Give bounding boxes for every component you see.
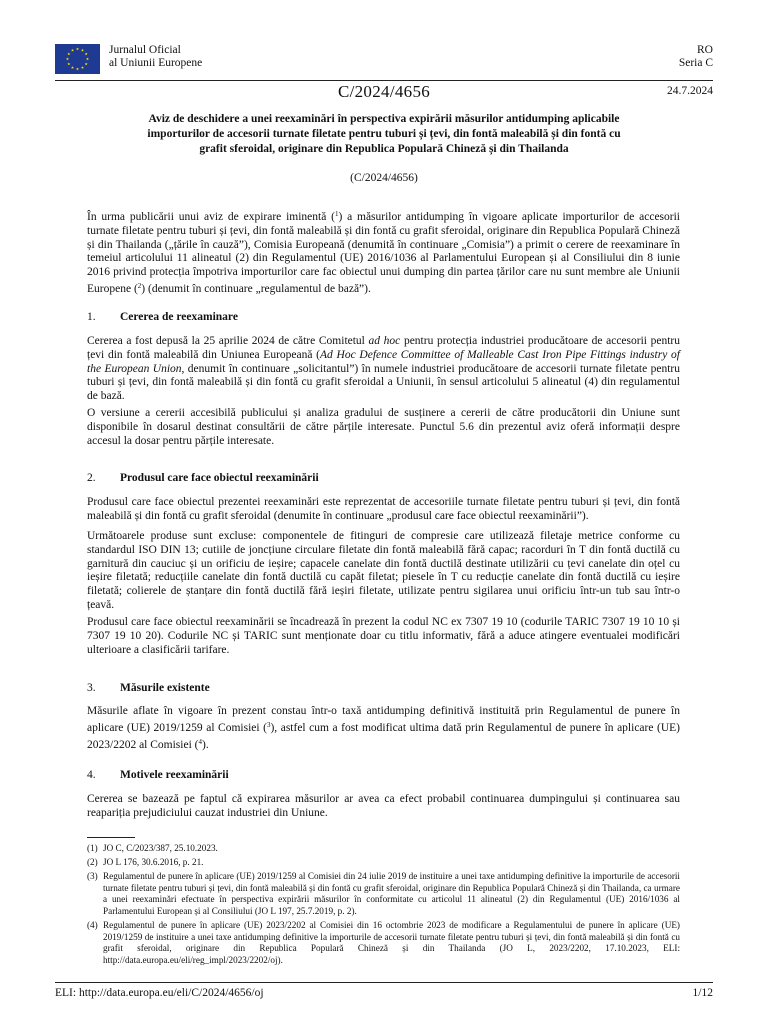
document-subtitle-id: (C/2024/4656): [350, 172, 418, 184]
section-2-paragraph-1: Produsul care face obiectul prezentei reexaminări este reprezentat de accesoriile turnate filetate pentru tuburi și țevi, din fontă maleabilă și din fontă cu grafit sferoidal (denumite în continuare „produsul care face obiectul reexaminării”).: [87, 496, 680, 522]
journal-name: [109, 44, 202, 70]
flag-star: [71, 49, 74, 52]
footnote-1: [87, 843, 680, 855]
section-2-paragraph-3: Produsul care face obiectul reexaminării se încadrează în prezent la codul NC ex 7307 19 10 (codurile TARIC 7307 19 10 10 și 7307 19 10 20). Codurile NC și TARIC sunt menționate doar cu titlu informativ, fără a aduce atingere eventualei modificări ulterioare a clasificării tarifare.: [87, 616, 680, 656]
section-3-number: 3.: [87, 682, 96, 694]
section-1-paragraph-1: [87, 335, 680, 404]
footnote-2: [87, 857, 680, 869]
flag-star: [71, 66, 74, 69]
publication-date: 24.7.2024: [667, 85, 713, 97]
journal-name-line2: al Uniunii Europene: [109, 57, 203, 69]
section-4-number: 4.: [87, 769, 96, 781]
footnote-text: Regulamentul de punere în aplicare (UE) 2023/2202 al Comisiei din 16 octombrie 2023 de modificare a Regulamentului de punere în aplicare (UE) 2019/1259 de instituire a unei taxe antidumping definitive la importurile de accesorii turnate filetate pentru tuburi și țevi, din fontă maleabilă și din fontă cu grafit sferoidal, originare din Republica Populară Chineză și din Thailanda (JO L, 2023/2202, 17.10.2023, ELI: http://data.europa.eu/eli/reg_impl/2023/2202/oj).: [103, 920, 680, 965]
intro-text-3: ) (denumit în continuare „regulamentul de bază”).: [141, 282, 371, 295]
s3-text-c: ).: [201, 738, 209, 751]
s1-text-c: pentru protecția industriei producătoare de accesorii pentru țevi din fontă maleabilă din Uniunea Europeană (: [87, 335, 680, 361]
eu-flag-logo: [55, 44, 100, 74]
footnote-text: JO L 176, 30.6.2016, p. 21.: [103, 857, 204, 867]
flag-star: [81, 66, 84, 69]
eli-link[interactable]: ELI: http://data.europa.eu/eli/C/2024/4656/oj: [55, 987, 264, 999]
footnote-4: [87, 920, 680, 966]
section-4-heading: Motivele reexaminării: [120, 769, 229, 781]
section-1-heading: Cererea de reexaminare: [120, 311, 238, 323]
footnote-mark: (1): [87, 843, 98, 853]
s1-text-b: ad hoc: [368, 335, 401, 347]
section-3-heading: Măsurile existente: [120, 682, 210, 694]
footnote-ref-3[interactable]: 3: [266, 720, 271, 729]
footnotes-divider: [87, 837, 135, 838]
header-divider: [55, 80, 713, 81]
intro-text-2: ) a măsurilor antidumping în vigoare aplicate importurilor de accesorii turnate filetate pentru tuburi și țevi, din fontă maleabilă și din fontă cu grafit sferoidal, originare din Republica Populară Chineză și din Thailanda („țările în cauză”), Comisia Europeană (denumită în continuare „Comisia”) a primit o cerere de reexaminare în temeiul articolului 11 alineatul (2) din Regulamentul (UE) 2016/1036 al Parlamentului European și al Consiliului din 8 iunie 2016 privind protecția împotriva importurilor care fac obiectul unui dumping din partea țărilor care nu sunt membre ale Uniunii Europene (: [87, 211, 680, 295]
footnote-text: JO C, C/2023/387, 25.10.2023.: [103, 843, 218, 853]
section-2-heading: Produsul care face obiectul reexaminării: [120, 472, 319, 484]
s1-text-a: Cererea a fost depusă la 25 aprilie 2024 de către Comitetul: [87, 335, 369, 347]
section-1-number: 1.: [87, 311, 96, 323]
footnote-mark: (3): [87, 871, 98, 881]
page-number: 1/12: [692, 987, 713, 999]
footnote-ref-1[interactable]: 1: [334, 210, 339, 218]
s1-text-e: , denumit în continuare „solicitantul”) în numele industriei producătoare de accesorii turnate filetate pentru tuburi și țevi, din fontă maleabilă și din fontă cu grafit sferoidal a Uniunii, în sensul articolului 5 alineatul (4) din regulamentul de bază.: [87, 362, 680, 403]
footnote-text: Regulamentul de punere în aplicare (UE) 2019/1259 al Comisiei din 24 iulie 2019 de instituire a unei taxe antidumping definitive la importurile de accesorii turnate filetate pentru tuburi și țevi, din fontă maleabilă și din fontă cu grafit sferoidal, originare din Republica Populară Chineză și din Thailanda, ca urmare a unei reexaminări efectuate în perspectiva expirării măsurilor în conformitate cu articolul 11 alineatul (2) din Regulamentul (UE) 2016/1036 al Parlamentului European și al Consiliului (JO L 197, 25.7.2019, p. 2).: [103, 871, 680, 916]
series-label: Seria C: [678, 57, 713, 69]
footnote-mark: (4): [87, 920, 98, 930]
section-4-paragraph-1: Cererea se bazează pe faptul că expirarea măsurilor ar avea ca efect probabil continuarea dumpingului și continuarea sau reapariția prejudiciului cauzat industriei din Uniune.: [87, 793, 680, 819]
footnote-3: [87, 871, 680, 917]
section-2-paragraph-2: Următoarele produse sunt excluse: componentele de fitinguri de compresie care utilizează filetaje metrice conforme cu standardul ISO DIN 13; cutiile de joncțiune circulare filetate din fontă maleabilă fără capac; racorduri în T din fontă ductilă cu garnitură din cauciuc și un orificiu de ieșire; capacele canelate din fontă ductilă destinate utilizării cu țevi canelate din oțel cu ieșire filetată; reducțiile canelate din fontă ductilă cu capăt filetat; piesele în T cu reducție canelate din fontă ductilă cu ieșire filetată; colierele de ștanțare din fontă ductilă fără ieșiri filetate, utilizate pentru sigilarea unui orificiu într-un tub sau într-o țeavă.: [87, 530, 680, 611]
footnote-ref-2[interactable]: 2: [137, 281, 142, 290]
flag-star: [66, 58, 69, 61]
document-title: Aviz de deschidere a unei reexaminări în perspectiva expirării măsurilor antidumping aplicabile importurilor de accesorii turnate filetate pentru tuburi și țevi, din fontă maleabilă și din fontă cu grafit sferoidal, originare din Republica Populară Chineză și din Thailanda: [147, 113, 621, 155]
intro-text-1: În urma publicării unui aviz de expirare iminentă (: [87, 211, 335, 223]
section-1-paragraph-2: O versiune a cererii accesibilă publicului și analiza gradului de susținere a cererii de către producătorii din Uniune sunt disponibile în dosarul destinat consultării de către părțile interesate. Punctul 5.6 din prezentul aviz oferă informații despre accesul la dosar pentru părțile interesate.: [87, 407, 680, 447]
section-2-number: 2.: [87, 472, 96, 484]
flag-star: [85, 53, 88, 56]
flag-star: [76, 68, 79, 71]
flag-star: [81, 49, 84, 52]
language-series: [679, 44, 713, 70]
flag-star: [86, 58, 89, 61]
document-id: C/2024/4656: [337, 82, 431, 101]
s3-text-b: ), astfel cum a fost modificat ultima dată prin Regulamentul de punere în aplicare (UE) 2023/2202 al Comisiei (: [87, 721, 680, 751]
section-3-paragraph-1: [87, 705, 680, 752]
footnote-mark: (2): [87, 857, 98, 867]
journal-name-line1: Jurnalul Oficial: [109, 44, 181, 56]
footnote-ref-4[interactable]: 4: [198, 737, 202, 746]
footer-divider: [55, 982, 713, 983]
language-code: RO: [697, 44, 713, 56]
flag-star: [67, 53, 70, 56]
flag-star: [85, 63, 88, 66]
s1-text-d: Ad Hoc Defence Committee of Malleable Cast Iron Pipe Fittings industry of the European Union: [87, 348, 680, 375]
intro-paragraph: [87, 208, 680, 297]
flag-star: [67, 63, 70, 66]
flag-star: [76, 48, 79, 51]
s3-text-a: Măsurile aflate în vigoare în prezent constau într-o taxă antidumping definitivă instituită prin Regulamentul de punere în aplicare (UE) 2019/1259 al Comisiei (: [87, 705, 680, 734]
